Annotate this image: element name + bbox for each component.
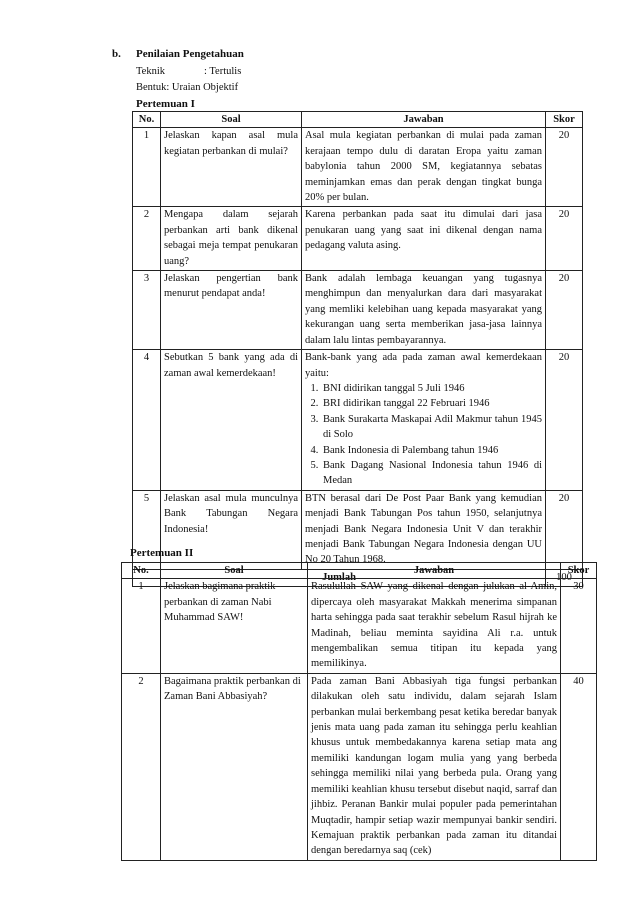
row-soal: Jelaskan asal mula munculnya Bank Tabungan Negara Indonesia! (161, 490, 302, 569)
meta-value: : Uraian Objektif (166, 82, 239, 93)
section-heading (112, 48, 244, 60)
header-jawaban: Jawaban (308, 563, 561, 579)
table-row (133, 271, 583, 350)
section-title: Penilaian Pengetahuan (136, 48, 244, 60)
row-soal: Sebutkan 5 bank yang ada di zaman awal kemerdekaan! (161, 350, 302, 491)
meta-bentuk (136, 82, 238, 93)
row-jawaban (302, 350, 546, 491)
row-no: 4 (133, 350, 161, 491)
table-row (133, 128, 583, 207)
row-skor: 20 (546, 207, 583, 271)
row-no: 3 (133, 271, 161, 350)
row-soal: Jelaskan bagimana praktik perbankan di zaman Nabi Muhammad SAW! (161, 579, 308, 673)
row-jawaban: Rasulullah SAW yang dikenal dengan julukan al-Amin, dipercaya oleh masyarakat Makkah menerima simpanan harta sehingga pada saat terakhir sebelum Rasul hijrah ke Madinah, beliau meminta sayidina Ali r.a. untuk mengembalikan semua titipan itu kepada yang memilikinya. (308, 579, 561, 673)
row-soal: Mengapa dalam sejarah perbankan arti bank dikenal sebagai meja tempat penukaran uang? (161, 207, 302, 271)
row-skor: 40 (561, 673, 597, 860)
row-no: 2 (122, 673, 161, 860)
meta-key: Bentuk (136, 82, 167, 93)
row-jawaban: Pada zaman Bani Abbasiyah tiga fungsi perbankan dilakukan oleh satu individu, dalam sejarah Islam perbankan mulai berkembang pesat ketika beredar banyak jenis mata uang pada zaman itu sehingga perlu keahlian khusus untuk membedakannya karena setiap mata ang memiliki kandungan logam mulia yang yang berbeda sehingga memiliki nilai yang berbeda pula. Orang yang memiliki keahlian khusu tersebut disebut naqid, sarraf dan jihbiz. Peranan Bankir mulai populer pada pemerintahan Muqtadir, hampir setiap wazir mempunyai bankir sendiri. Kemajuan praktik perbankan pada zaman itu ditandai dengan beredarnya saq (cek) (308, 673, 561, 860)
list-item: 5. Bank Dagang Nasional Indonesia tahun 1946 di Medan (321, 458, 542, 489)
row-jawaban: Bank adalah lembaga keuangan yang tugasnya menghimpun dan menyalurkan dara dari masyarakat yang memliki kelebihan uang kepada masyarakat yang kekurangan uang serta memberikan jasa-jasa lainnya dalam lalu lintas pembayarannya. (302, 271, 546, 350)
row-jawaban: BTN berasal dari De Post Paar Bank yang kemudian menjadi Bank Tabungan Pos tahun 1950, selanjutnya menjadi Bank Negara Indonesia Unit V dan terakhir menjadi Bank Tabungan Negara Indonesia dengan UU No 20 Tahun 1968. (302, 490, 546, 569)
pertemuan-1-title: Pertemuan I (136, 98, 195, 110)
header-jawaban: Jawaban (302, 112, 546, 128)
table-header-row (133, 112, 583, 128)
pertemuan-2-table (121, 562, 597, 861)
row-skor: 20 (546, 271, 583, 350)
row-no: 5 (133, 490, 161, 569)
meta-teknik (136, 66, 241, 77)
row-soal: Bagaimana praktik perbankan di Zaman Bani Abbasiyah? (161, 673, 308, 860)
total-label: Jumlah (133, 569, 546, 586)
list-item: 2. BRI didirikan tanggal 22 Februari 1946 (321, 396, 542, 411)
pertemuan-2-title: Pertemuan II (130, 547, 194, 559)
table-row (122, 673, 597, 860)
row-skor: 20 (546, 350, 583, 491)
header-skor: Skor (546, 112, 583, 128)
header-no: No. (133, 112, 161, 128)
row-jawaban: Karena perbankan pada saat itu dimulai dari jasa penukaran uang yang saat ini dikenal dengan nama pedagang valuta asing. (302, 207, 546, 271)
meta-value: : Tertulis (204, 66, 242, 77)
list-item: 4. Bank Indonesia di Palembang tahun 1946 (321, 443, 542, 458)
list-item: 1. BNI didirikan tanggal 5 Juli 1946 (321, 381, 542, 396)
header-soal: Soal (161, 112, 302, 128)
row-no: 1 (133, 128, 161, 207)
table-header-row (122, 563, 597, 579)
row-soal: Jelaskan pengertian bank menurut pendapat anda! (161, 271, 302, 350)
header-no: No. (122, 563, 161, 579)
header-skor: Skor (561, 563, 597, 579)
table-row (133, 350, 583, 491)
row-skor: 20 (546, 490, 583, 569)
section-letter: b. (112, 48, 121, 60)
meta-key: Teknik (136, 66, 166, 77)
table-row (133, 490, 583, 569)
total-value: 100 (546, 569, 583, 586)
row-no: 1 (122, 579, 161, 673)
header-soal: Soal (161, 563, 308, 579)
table-row (133, 207, 583, 271)
row-skor: 20 (546, 128, 583, 207)
list-item: 3. Bank Surakarta Maskapai Adil Makmur tahun 1945 di Solo (321, 412, 542, 443)
row-jawaban: Asal mula kegiatan perbankan di mulai pada zaman kerajaan tempo dulu di daratan Eropa yaitu zaman babylonia tahun 2000 SM, kegiatannya sebatas meminjamkan emas dan perak dengan tingkat bunga 20% per bulan. (302, 128, 546, 207)
row-no: 2 (133, 207, 161, 271)
row-jawaban-intro: Bank-bank yang ada pada zaman awal kemerdekaan yaitu: (305, 352, 542, 379)
row-soal: Jelaskan kapan asal mula kegiatan perbankan di mulai? (161, 128, 302, 207)
row-skor: 30 (561, 579, 597, 673)
pertemuan-1-table (132, 111, 583, 587)
table-row (122, 579, 597, 673)
bank-list (305, 381, 542, 489)
